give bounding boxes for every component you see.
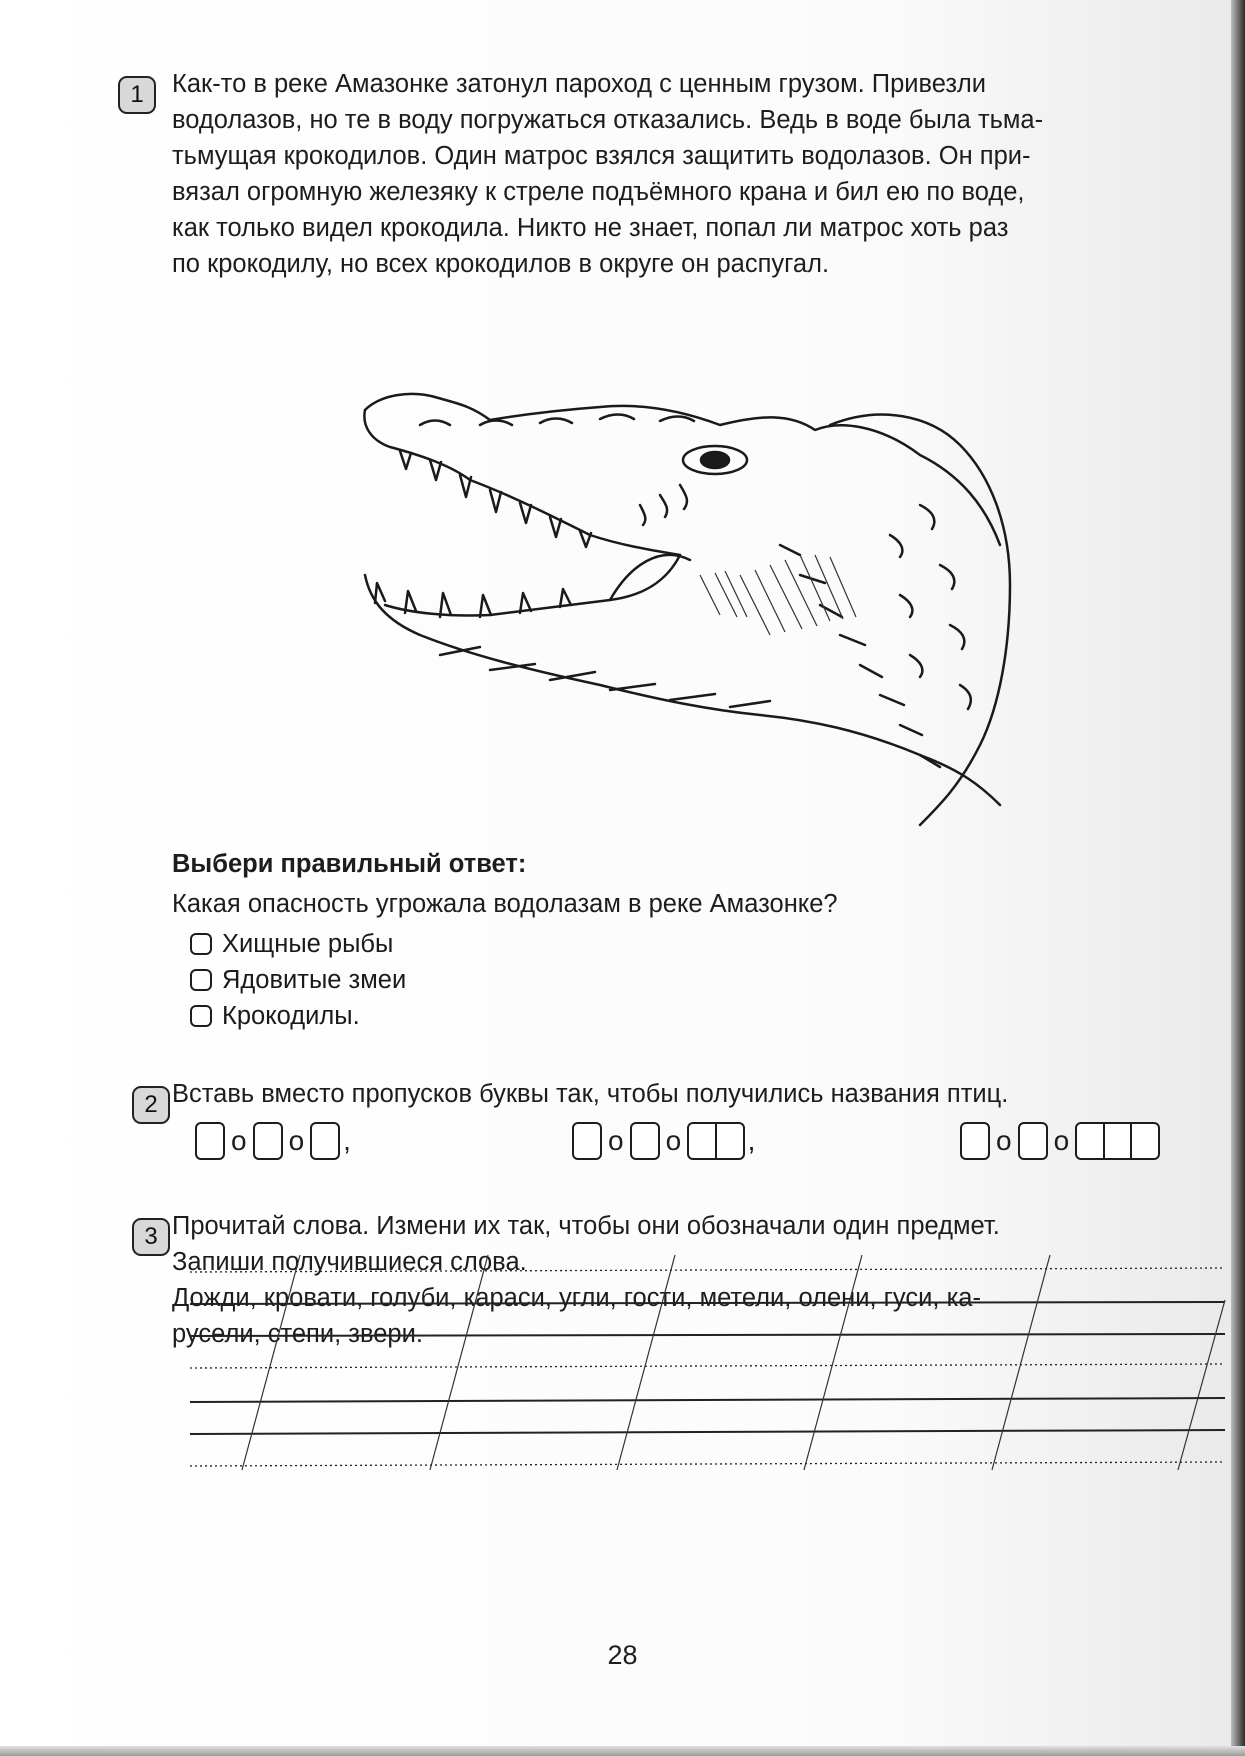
task-1-line: водолазов, но те в воду погружаться отказались. Ведь в воде была тьма- (172, 106, 1044, 134)
task-3-number-badge: 3 (132, 1218, 170, 1256)
given-letter: о (288, 1125, 305, 1156)
slant-guide (430, 1255, 488, 1470)
separator: , (343, 1125, 351, 1156)
writing-line (190, 1302, 1225, 1304)
slant-guide (242, 1255, 300, 1470)
question-text: Какая опасность угрожала водолазам в реке Амазонке? (172, 890, 838, 918)
task-2-instruction: Вставь вместо пропусков буквы так, чтобы получились названия птиц. (172, 1080, 1009, 1108)
answer-option-label: Ядовитые змеи (222, 966, 407, 994)
slant-guide (992, 1255, 1050, 1470)
slant-guide (804, 1255, 862, 1470)
task-3-line: русели, степи, звери. (172, 1320, 423, 1348)
slant-guide (1178, 1300, 1225, 1470)
given-letter: о (231, 1125, 247, 1156)
task-2-number-badge: 2 (132, 1086, 170, 1124)
writing-line (190, 1334, 1225, 1336)
dotted-guide-line (190, 1462, 1225, 1466)
task-1-line: по крокодилу, но всех крокодилов в округе он распугал. (172, 250, 830, 278)
task-1-line: вязал огромную железяку к стреле подъёмного крана и бил ею по воде, (172, 178, 1025, 206)
task-3-line: Дожди, кровати, голуби, караси, угли, гости, метели, олени, гуси, ка- (172, 1284, 981, 1312)
task-1-line: Как-то в реке Амазонке затонул пароход с ценным грузом. Привезли (172, 70, 986, 98)
slant-guide (617, 1255, 675, 1470)
given-letter: о (608, 1125, 624, 1156)
writing-line (190, 1398, 1225, 1402)
writing-line (190, 1430, 1225, 1434)
task-1-line: тьмущая крокодилов. Один матрос взялся защитить водолазов. Он при- (172, 142, 1031, 170)
dotted-guide-line (190, 1364, 1225, 1368)
task-3-line: Запиши получившиеся слова. (172, 1248, 527, 1276)
instruction-text: Выбери правильный ответ: (172, 850, 527, 878)
given-letter: о (1053, 1125, 1070, 1156)
answer-option-label: Хищные рыбы (222, 930, 394, 958)
answer-option-label: Крокодилы. (222, 1002, 360, 1030)
given-letter: о (996, 1125, 1012, 1156)
given-letter: о (665, 1125, 682, 1156)
task-1-line: как только видел крокодила. Никто не знает, попал ли матрос хоть раз (172, 214, 1009, 242)
separator: , (747, 1125, 756, 1156)
task-3-line: Прочитай слова. Измени их так, чтобы они обозначали один предмет. (172, 1212, 1000, 1240)
dotted-guide-line (190, 1268, 1225, 1272)
task-1-number-badge: 1 (118, 76, 156, 114)
page-number: 28 (607, 1640, 638, 1670)
